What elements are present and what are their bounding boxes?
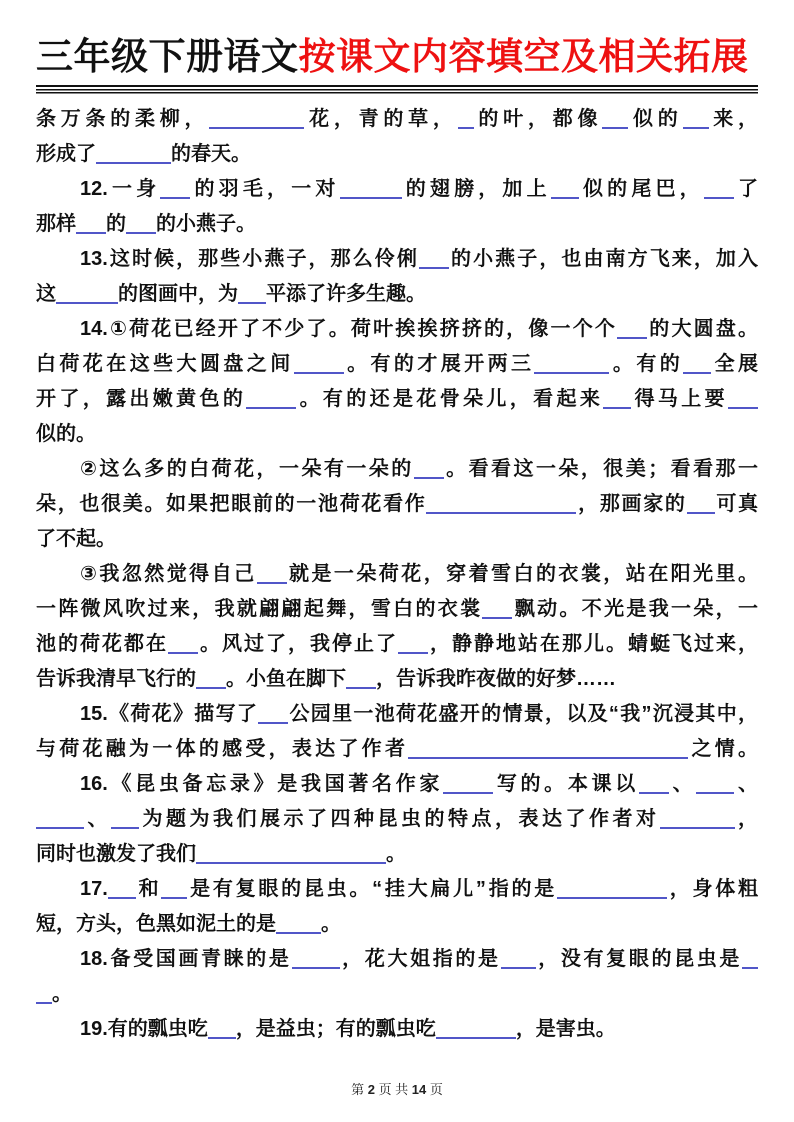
text-segment: 与荷花融为一体的感受，表达了作者 xyxy=(36,738,409,760)
text-segment: 公园里一池荷花盛开的情景，以及“我”沉浸其中， xyxy=(288,703,759,725)
fill-in-blank[interactable] xyxy=(196,667,226,689)
text-segment: ，身体粗 xyxy=(666,878,758,900)
fill-in-blank[interactable] xyxy=(161,877,187,899)
text-segment: 的图画中，为 xyxy=(118,283,238,305)
text-line xyxy=(36,242,758,277)
text-segment: 13.这时候，那些小燕子，那么伶俐 xyxy=(80,248,419,270)
text-segment: 。 xyxy=(321,913,341,935)
text-line xyxy=(36,907,758,942)
text-segment: ③我忽然觉得自己 xyxy=(80,563,257,585)
text-segment: 条万条的柔柳， xyxy=(36,108,210,130)
text-line xyxy=(36,137,758,172)
fill-in-blank[interactable] xyxy=(557,877,667,899)
fill-in-blank[interactable] xyxy=(617,317,647,339)
text-segment: 可真 xyxy=(714,493,759,515)
fill-in-blank[interactable] xyxy=(276,912,321,934)
text-segment: 17. xyxy=(80,878,108,900)
fill-in-blank[interactable] xyxy=(436,1017,516,1039)
footer-middle: 页 共 xyxy=(374,1082,412,1097)
text-line xyxy=(36,487,758,522)
text-segment: ，没有复眼的昆虫是 xyxy=(535,948,743,970)
text-segment: 平添了许多生趣。 xyxy=(266,283,426,305)
footer-suffix: 页 xyxy=(426,1082,443,1097)
fill-in-blank[interactable] xyxy=(742,947,758,969)
fill-in-blank[interactable] xyxy=(443,772,493,794)
text-segment: 的羽毛，一对 xyxy=(190,178,340,200)
text-segment: 14.①荷花已经开了不少了。荷叶挨挨挤挤的，像一个个 xyxy=(80,318,618,340)
text-segment: 是有复眼的昆虫。“挂大扁儿”指的是 xyxy=(187,878,557,900)
text-line xyxy=(36,102,758,137)
text-segment: 飘动。不光是我一朵，一 xyxy=(512,598,759,620)
text-segment: 16.《昆虫备忘录》是我国著名作家 xyxy=(80,773,444,795)
text-segment: 18.备受国画青睐的是 xyxy=(80,948,292,970)
fill-in-blank[interactable] xyxy=(408,737,688,759)
text-segment: 白荷花在这些大圆盘之间 xyxy=(36,353,294,375)
text-segment: 花，青的草， xyxy=(304,108,458,130)
text-segment: ，静静地站在那儿。蜻蜓飞过来， xyxy=(428,633,758,655)
text-segment: 的大圆盘。 xyxy=(647,318,758,340)
text-segment: 。看看这一朵，很美；看看那一 xyxy=(443,458,759,480)
text-segment: 这 xyxy=(36,283,56,305)
text-segment: 似的。 xyxy=(36,423,96,445)
fill-in-blank[interactable] xyxy=(160,177,190,199)
fill-in-blank[interactable] xyxy=(458,107,474,129)
title-text-red: 按课文内容填空及相关拓展 xyxy=(298,36,749,77)
fill-in-blank[interactable] xyxy=(414,457,444,479)
fill-in-blank[interactable] xyxy=(683,352,711,374)
text-segment: 朵，也很美。如果把眼前的一池荷花看作 xyxy=(36,493,427,515)
text-segment: 。 xyxy=(52,983,72,1005)
text-segment: 来， xyxy=(708,108,759,130)
fill-in-blank[interactable] xyxy=(36,982,52,1004)
text-segment: ，是益虫；有的瓢虫吃 xyxy=(235,1018,436,1040)
text-segment: 、 xyxy=(84,808,111,830)
worksheet-body xyxy=(36,102,758,1047)
text-line xyxy=(36,942,758,977)
text-line xyxy=(36,732,758,767)
text-segment: 了 xyxy=(733,178,759,200)
text-line xyxy=(36,522,758,557)
fill-in-blank[interactable] xyxy=(660,807,735,829)
text-segment: 之情。 xyxy=(688,738,759,760)
fill-in-blank[interactable] xyxy=(257,562,287,584)
text-segment: 一阵微风吹过来，我就翩翩起舞，雪白的衣裳 xyxy=(36,598,483,620)
fill-in-blank[interactable] xyxy=(209,107,304,129)
fill-in-blank[interactable] xyxy=(208,1017,236,1039)
fill-in-blank[interactable] xyxy=(292,947,340,969)
text-segment: 。有的还是花骨朵儿，看起来 xyxy=(296,388,604,410)
text-line xyxy=(36,977,758,1012)
text-line xyxy=(36,697,758,732)
text-line xyxy=(36,1012,758,1047)
text-segment: 15.《荷花》描写了 xyxy=(80,703,259,725)
text-segment: ②这么多的白荷花，一朵有一朵的 xyxy=(80,458,414,480)
text-segment: 。有的才展开两三 xyxy=(343,353,535,375)
text-segment: 池的荷花都在 xyxy=(36,633,168,655)
text-line xyxy=(36,347,758,382)
text-line xyxy=(36,277,758,312)
fill-in-blank[interactable] xyxy=(196,842,386,864)
fill-in-blank[interactable] xyxy=(108,877,136,899)
fill-in-blank[interactable] xyxy=(238,282,266,304)
text-segment: 。 xyxy=(386,843,406,865)
fill-in-blank[interactable] xyxy=(534,352,609,374)
text-segment: ，那画家的 xyxy=(576,493,687,515)
fill-in-blank[interactable] xyxy=(696,772,734,794)
text-segment: 的小燕子。 xyxy=(156,213,256,235)
fill-in-blank[interactable] xyxy=(36,807,84,829)
fill-in-blank[interactable] xyxy=(398,632,428,654)
text-segment: 了不起。 xyxy=(36,528,116,550)
fill-in-blank[interactable] xyxy=(56,282,118,304)
text-segment: 和 xyxy=(135,878,162,900)
fill-in-blank[interactable] xyxy=(704,177,734,199)
text-segment: 似的 xyxy=(628,108,683,130)
text-line xyxy=(36,627,758,662)
text-segment: 为题为我们展示了四种昆虫的特点，表达了作者对 xyxy=(139,808,660,830)
text-line xyxy=(36,837,758,872)
text-line xyxy=(36,207,758,242)
fill-in-blank[interactable] xyxy=(728,387,758,409)
page-title xyxy=(36,34,758,80)
text-segment: 的翅膀，加上 xyxy=(401,178,551,200)
text-segment: 。风过了，我停止了 xyxy=(198,633,398,655)
text-line xyxy=(36,417,758,452)
text-line xyxy=(36,662,758,697)
text-line xyxy=(36,382,758,417)
text-line xyxy=(36,557,758,592)
text-line xyxy=(36,802,758,837)
text-segment: ，花大姐指的是 xyxy=(339,948,501,970)
text-line xyxy=(36,767,758,802)
text-segment: 写的。本课以 xyxy=(493,773,639,795)
text-line xyxy=(36,172,758,207)
fill-in-blank[interactable] xyxy=(482,597,512,619)
title-divider xyxy=(36,85,758,94)
footer-page-number: 2 xyxy=(367,1082,375,1097)
text-segment: 就是一朵荷花，穿着雪白的衣裳，站在阳光里。 xyxy=(286,563,759,585)
fill-in-blank[interactable] xyxy=(639,772,669,794)
fill-in-blank[interactable] xyxy=(501,947,536,969)
text-segment: 、 xyxy=(668,773,697,795)
fill-in-blank[interactable] xyxy=(76,212,106,234)
fill-in-blank[interactable] xyxy=(126,212,156,234)
text-segment: 同时也激发了我们 xyxy=(36,843,196,865)
fill-in-blank[interactable] xyxy=(246,387,296,409)
fill-in-blank[interactable] xyxy=(551,177,579,199)
fill-in-blank[interactable] xyxy=(346,667,376,689)
text-segment: ， xyxy=(734,808,758,830)
fill-in-blank[interactable] xyxy=(419,247,449,269)
text-segment: 那样 xyxy=(36,213,76,235)
text-segment: 全展 xyxy=(711,353,759,375)
fill-in-blank[interactable] xyxy=(96,142,171,164)
text-segment: 、 xyxy=(734,773,758,795)
text-segment: 的叶，都像 xyxy=(473,108,603,130)
fill-in-blank[interactable] xyxy=(683,107,709,129)
text-segment: 短，方头，色黑如泥土的是 xyxy=(36,913,276,935)
text-segment: 19.有的瓢虫吃 xyxy=(80,1018,208,1040)
fill-in-blank[interactable] xyxy=(687,492,715,514)
fill-in-blank[interactable] xyxy=(340,177,402,199)
fill-in-blank[interactable] xyxy=(294,352,344,374)
fill-in-blank[interactable] xyxy=(602,107,628,129)
text-segment: 似的尾巴， xyxy=(578,178,704,200)
text-line xyxy=(36,452,758,487)
text-segment: ，是害虫。 xyxy=(515,1018,616,1040)
fill-in-blank[interactable] xyxy=(258,702,288,724)
fill-in-blank[interactable] xyxy=(426,492,576,514)
text-segment: 12.一身 xyxy=(80,178,161,200)
fill-in-blank[interactable] xyxy=(168,632,198,654)
text-segment: 形成了 xyxy=(36,143,96,165)
text-segment: ，告诉我昨夜做的好梦…… xyxy=(376,668,616,690)
footer-total-pages: 14 xyxy=(411,1082,427,1097)
text-segment: 开了，露出嫩黄色的 xyxy=(36,388,247,410)
fill-in-blank[interactable] xyxy=(111,807,139,829)
footer-prefix: 第 xyxy=(351,1082,368,1097)
text-line xyxy=(36,312,758,347)
text-segment: 得马上要 xyxy=(631,388,729,410)
text-segment: 的 xyxy=(106,213,126,235)
text-segment: 。有的 xyxy=(609,353,684,375)
title-text-black: 三年级下册语文 xyxy=(36,36,299,77)
text-segment: 。小鱼在脚下 xyxy=(226,668,346,690)
text-segment: 告诉我清早飞行的 xyxy=(36,668,196,690)
fill-in-blank[interactable] xyxy=(603,387,631,409)
text-line xyxy=(36,592,758,627)
page-footer xyxy=(0,1079,794,1098)
text-segment: 的春天。 xyxy=(171,143,251,165)
text-line xyxy=(36,872,758,907)
text-segment: 的小燕子，也由南方飞来，加入 xyxy=(448,248,758,270)
